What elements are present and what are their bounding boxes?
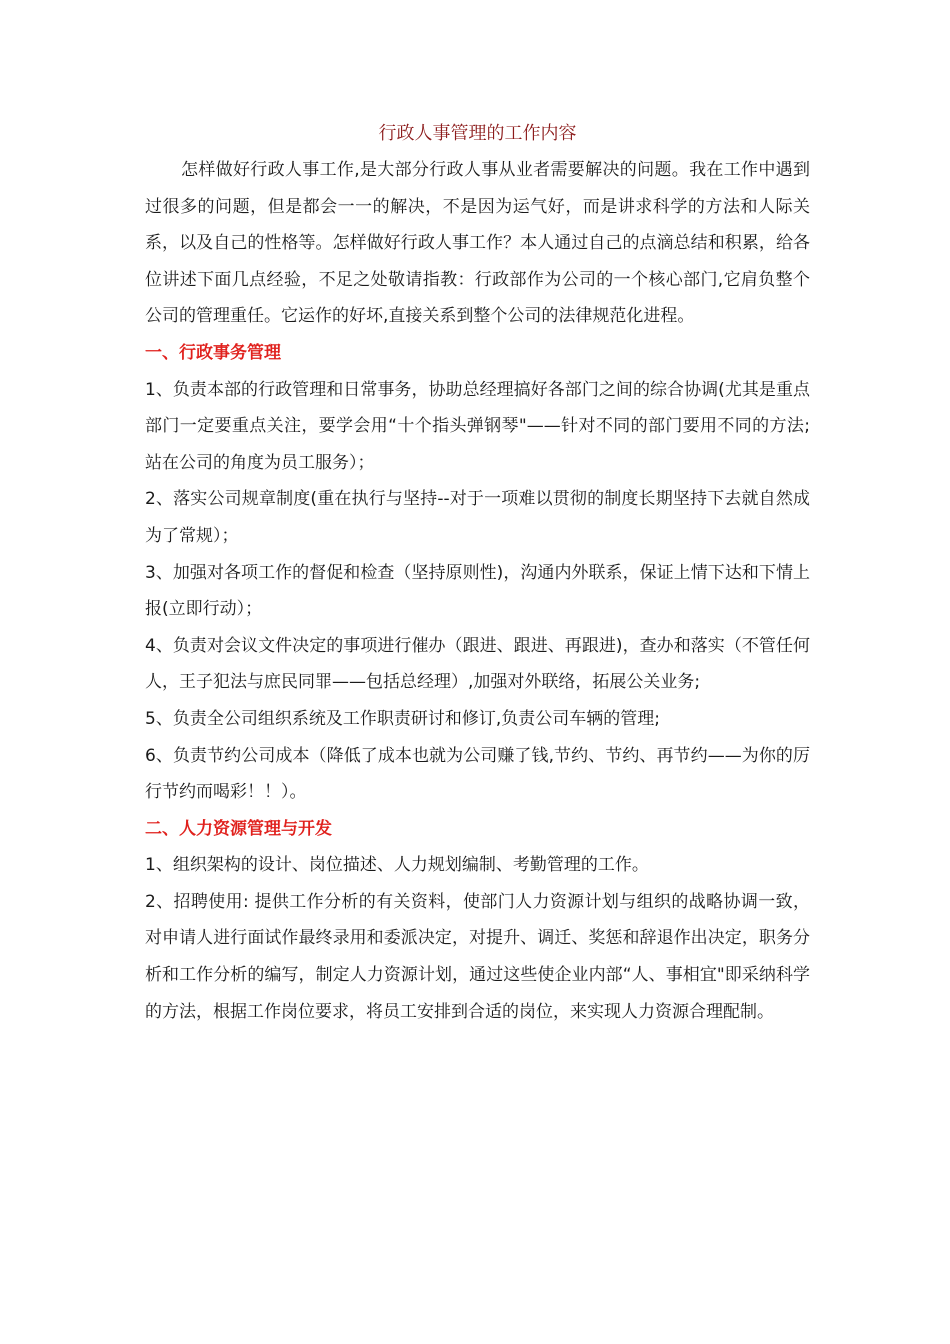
list-item: 1、组织架构的设计、岗位描述、人力规划编制、考勤管理的工作。 — [145, 855, 649, 876]
intro-paragraph: 怎样做好行政人事工作,是大部分行政人事从业者需要解决的问题。我在工作中遇到过很多的问题，但是都会一一的解决，不是因为运气好，而是讲求科学的方法和人际关系，以及自己的性格等。怎样做好行政人事工作？本人通过自己的点滴总结和积累，给各位讲述下面几点经验，不足之处敬请指教：行政部作为公司的一个核心部门,它肩负整个公司的管理重任。它运作的好坏,直接关系到整个公司的法律规范化进程。 — [145, 160, 810, 327]
list-item: 3、加强对各项工作的督促和检查（坚持原则性)，沟通内外联系，保证上情下达和下情上报(立即行动）； — [145, 562, 810, 620]
section-human-resources — [145, 811, 810, 1031]
list-item: 4、负责对会议文件决定的事项进行催办（跟进、跟进、再跟进)，查办和落实（不管任何人，王子犯法与庶民同罪——包括总经理）,加强对外联络，拓展公关业务; — [145, 635, 810, 693]
list-item: 1、负责本部的行政管理和日常事务，协助总经理搞好各部门之间的综合协调(尤其是重点部门一定要重点关注，要学会用“十个指头弹钢琴"——针对不同的部门要用不同的方法;站在公司的角度为员工服务）； — [145, 379, 810, 473]
list-item: 6、负责节约公司成本（降低了成本也就为公司赚了钱,节约、节约、再节约——为你的厉行节约而喝彩！！）。 — [145, 745, 810, 803]
section-heading: 二、人力资源管理与开发 — [145, 818, 332, 839]
list-item: 5、负责全公司组织系统及工作职责研讨和修订,负责公司车辆的管理; — [145, 708, 660, 729]
section-heading: 一、行政事务管理 — [145, 342, 281, 363]
document-page — [145, 120, 810, 1030]
list-item: 2、落实公司规章制度(重在执行与坚持--对于一项难以贯彻的制度长期坚持下去就自然成为了常规）； — [145, 489, 810, 546]
list-item: 2、招聘使用: 提供工作分析的有关资料，使部门人力资源计划与组织的战略协调一致，对申请人进行面试作最终录用和委派决定，对提升、调迁、奖惩和辞退作出决定，职务分析和工作分析的编写，制定人力资源计划，通过这些使企业内部“人、事相宜"即采纳科学的方法，根据工作岗位要求，将员工安排到合适的岗位，来实现人力资源合理配制。 — [145, 891, 810, 1022]
section-administrative — [145, 335, 810, 811]
document-title: 行政人事管理的工作内容 — [378, 123, 577, 144]
